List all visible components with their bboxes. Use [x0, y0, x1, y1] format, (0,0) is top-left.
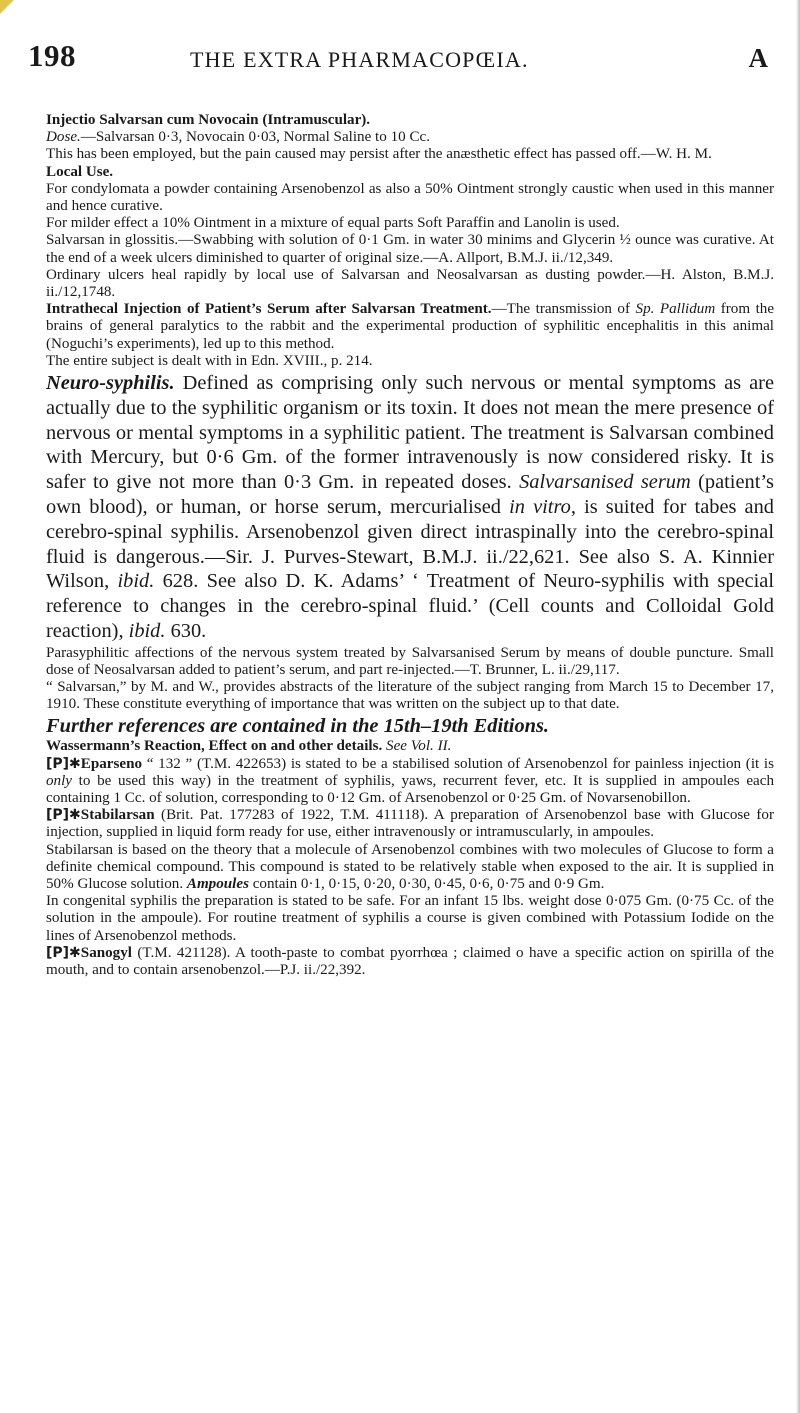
eparseno-paragraph: [P]✱Eparseno “ 132 ” (T.M. 422653) is stated to be a stabilised solution of Arsenobenzol for painless injection (it is only to be used this way) in the treatment of syphilis, yaws, recurrent fever, etc. It is supplied in ampoules each containing 1 Cc. of solution, corresponding to 0·12 Gm. of Arsenobenzol or 0·25 Gm. of Novarsenobillon. — [46, 755, 774, 807]
page-body — [46, 112, 774, 979]
injectio-dose: Dose.—Salvarsan 0·3, Novocain 0·03, Normal Saline to 10 Cc. — [46, 129, 430, 146]
stabilarsan-p3: In congenital syphilis the preparation is stated to be safe. For an infant 15 lbs. weight dose 0·075 Gm. (0·75 Cc. of the solution in the ampoule). For routine treatment of syphilis a course is given combined with Potassium Iodide on the lines of Arsenobenzol methods. — [46, 893, 774, 944]
page-number: 198 — [28, 38, 76, 73]
parasyphilitic-paragraph: Parasyphilitic affections of the nervous system treated by Salvarsanised Serum by means of double puncture. Small dose of Neosalvarsan added to patient’s serum, and part re-injected.—T. Brunner, L. ii./29,117. — [46, 644, 774, 679]
wassermann-paragraph: Wassermann’s Reaction, Effect on and other details. See Vol. II. — [46, 738, 452, 755]
neuro-syphilis-paragraph: Neuro-syphilis. Defined as comprising only such nervous or mental symptoms as are actually due to the syphilitic organism or its toxin. It does not mean the mere presence of nervous or mental symptoms in a syphilitic patient. The treatment is Salvarsan combined with Mercury, but 0·6 Gm. of the former intravenously is now considered risky. It is safer to give not more than 0·3 Gm. in repeated doses. Salvarsanised serum (patient’s own blood), or human, or horse serum, mercurialised in vitro, is suited for tabes and cerebro-spinal syphilis. Arsenobenzol given direct intraspinally into the cerebro-spinal fluid is dangerous.—Sir. J. Purves-Stewart, B.M.J. ii./22,621. See also S. A. Kinnier Wilson, ibid. 628. See also D. K. Adams’ ‘ Treatment of Neuro-syphilis with special reference to changes in the cerebro-spinal fluid.’ (Cell counts and Colloidal Gold reaction), ibid. 630. — [46, 372, 774, 643]
section-letter: A — [748, 43, 768, 73]
local-use-p2: For milder effect a 10% Ointment in a mixture of equal parts Soft Paraffin and Lanolin is used. — [46, 215, 620, 232]
proprietary-mark-icon: [P]✱ — [46, 944, 81, 961]
page-header — [28, 38, 768, 88]
intrathecal-paragraph: Intrathecal Injection of Patient’s Serum after Salvarsan Treatment.—The transmission of Sp. Pallidum from the brains of general paralytics to the rabbit and the experimental production of syphilitic encephalitis in this animal (Noguchi’s experiments), led up to this method. — [46, 301, 775, 352]
stabilarsan-paragraph: [P]✱Stabilarsan (Brit. Pat. 177283 of 1922, T.M. 411118). A preparation of Arsenobenzol base with Glucose for injection, supplied in liquid form ready for use, either intravenously or intramuscularly, in ampoules. — [46, 807, 774, 841]
local-use-p3: Salvarsan in glossitis.—Swabbing with solution of 0·1 Gm. in water 30 minims and Glycerin ½ ounce was curative. At the end of a week ulcers diminished to quarter of original size.—A. Allport, B.M.J. ii./12,349. — [46, 232, 774, 266]
proprietary-mark-icon: [P]✱ — [46, 807, 81, 824]
local-use-p1: For condylomata a powder containing Arsenobenzol as also a 50% Ointment strongly caustic when used in this manner and hence curative. — [46, 180, 774, 215]
abstracts-paragraph: “ Salvarsan,” by M. and W., provides abstracts of the literature of the subject ranging from March 15 to December 17, 1910. These constitute everything of importance that was written on the subject up to that date. — [46, 679, 774, 713]
sanogyl-paragraph: [P]✱Sanogyl (T.M. 421128). A tooth-paste to combat pyorrhœa ; claimed o have a specific action on spirilla of the mouth, and to contain arsenobenzol.—P.J. ii./22,392. — [46, 944, 774, 979]
local-use-heading: Local Use. — [46, 163, 114, 180]
proprietary-mark-icon: [P]✱ — [46, 755, 81, 772]
intrathecal-p2: The entire subject is dealt with in Edn. XVIII., p. 214. — [46, 352, 373, 369]
local-use-p4: Ordinary ulcers heal rapidly by local use of Salvarsan and Neosalvarsan as dusting powder.—H. Alston, B.M.J. ii./12,1748. — [46, 266, 774, 301]
further-references: Further references are contained in the 15th–19th Editions. — [46, 714, 550, 737]
injectio-note: This has been employed, but the pain caused may persist after the anæsthetic effect has passed off.—W. H. M. — [46, 146, 712, 163]
injectio-heading: Injectio Salvarsan cum Novocain (Intramuscular). — [46, 112, 371, 128]
page-corner-mark — [0, 0, 14, 14]
stabilarsan-p2: Stabilarsan is based on the theory that a molecule of Arsenobenzol combines with two molecules of Glucose to form a definite chemical compound. This compound is stated to be relatively stable when exposed to the air. It is supplied in 50% Glucose solution. Ampoules contain 0·1, 0·15, 0·20, 0·30, 0·45, 0·6, 0·75 and 0·9 Gm. — [46, 841, 774, 893]
page-edge-shadow — [796, 0, 800, 1413]
running-title: THE EXTRA PHARMACOPŒIA. — [190, 47, 529, 72]
